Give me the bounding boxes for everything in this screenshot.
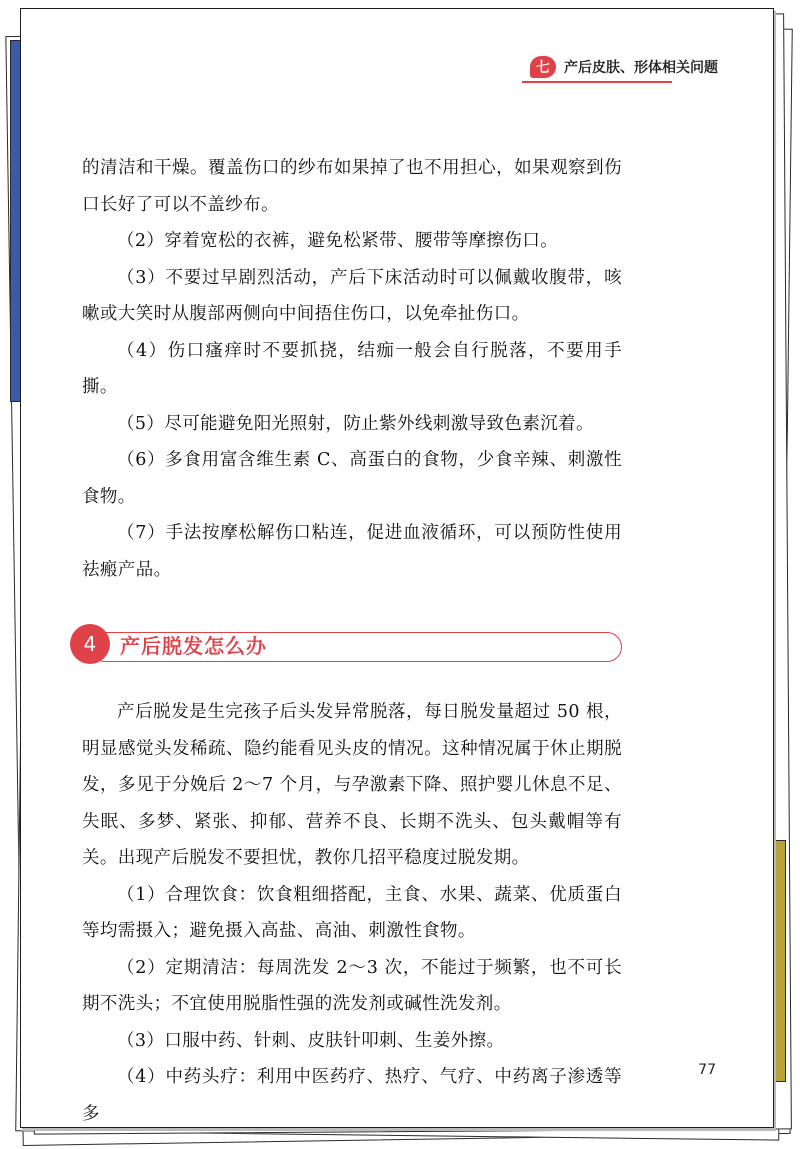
page-number: 77 [698, 1062, 716, 1078]
section-title: 产后脱发怎么办 [120, 634, 267, 658]
list-item: （1）合理饮食：饮食粗细搭配，主食、水果、蔬菜、优质蛋白等均需摄入；避免摄入高盐、高油、刺激性食物。 [82, 884, 622, 941]
list-item: （4）中药头疗：利用中医药疗、热疗、气疗、中药离子渗透等多 [82, 1067, 622, 1124]
list-item: （5）尽可能避免阳光照射，防止紫外线刺激导致色素沉着。 [117, 413, 594, 434]
section-number: 4 [70, 624, 110, 664]
section-gap [82, 588, 622, 624]
list-item: （3）不要过早剧烈活动，产后下床活动时可以佩戴收腹带，咳嗽或大笑时从腹部两侧向中间捂住伤口，以免牵扯伤口。 [82, 267, 622, 324]
list-item: （6）多食用富含维生素 C、高蛋白的食物，少食辛辣、刺激性食物。 [82, 450, 622, 507]
list-item: （2）定期清洁：每周洗发 2～3 次，不能过于频繁，也不可长期不洗头；不宜使用脱脂性强的洗发剂或碱性洗发剂。 [82, 957, 622, 1014]
page-body [82, 150, 622, 1132]
list-item: （4）伤口瘙痒时不要抓挠，结痂一般会自行脱落，不要用手撕。 [82, 340, 622, 397]
paragraph: 的清洁和干燥。覆盖伤口的纱布如果掉了也不用担心，如果观察到伤口长好了可以不盖纱布。 [82, 158, 622, 215]
list-item: （3）口服中药、针刺、皮肤针叩刺、生姜外擦。 [117, 1030, 505, 1051]
section-heading [70, 624, 630, 664]
list-item: （2）穿着宽松的衣裤，避免松紧带、腰带等摩擦伤口。 [117, 231, 559, 251]
running-header [530, 56, 718, 78]
header-rule [522, 81, 672, 83]
chapter-title: 产后皮肤、形体相关问题 [564, 60, 718, 76]
paragraph: 产后脱发是生完孩子后头发异常脱落，每日脱发量超过 50 根，明显感觉头发稀疏、隐约能看见头皮的情况。这种情况属于休止期脱发，多见于分娩后 2～7 个月，与孕激素下降、照护婴儿休息不足、失眠、多梦、紧张、抑郁、营养不良、长期不洗头、包头戴帽等有关。出现产后脱发不要担忧，教你几招平稳度过脱发期。 [82, 702, 622, 868]
cover-edge-strip [772, 840, 786, 1082]
list-item: （7）手法按摩松解伤口粘连，促进血液循环，可以预防性使用祛瘢产品。 [82, 523, 622, 580]
chapter-badge: 七 [530, 56, 556, 78]
